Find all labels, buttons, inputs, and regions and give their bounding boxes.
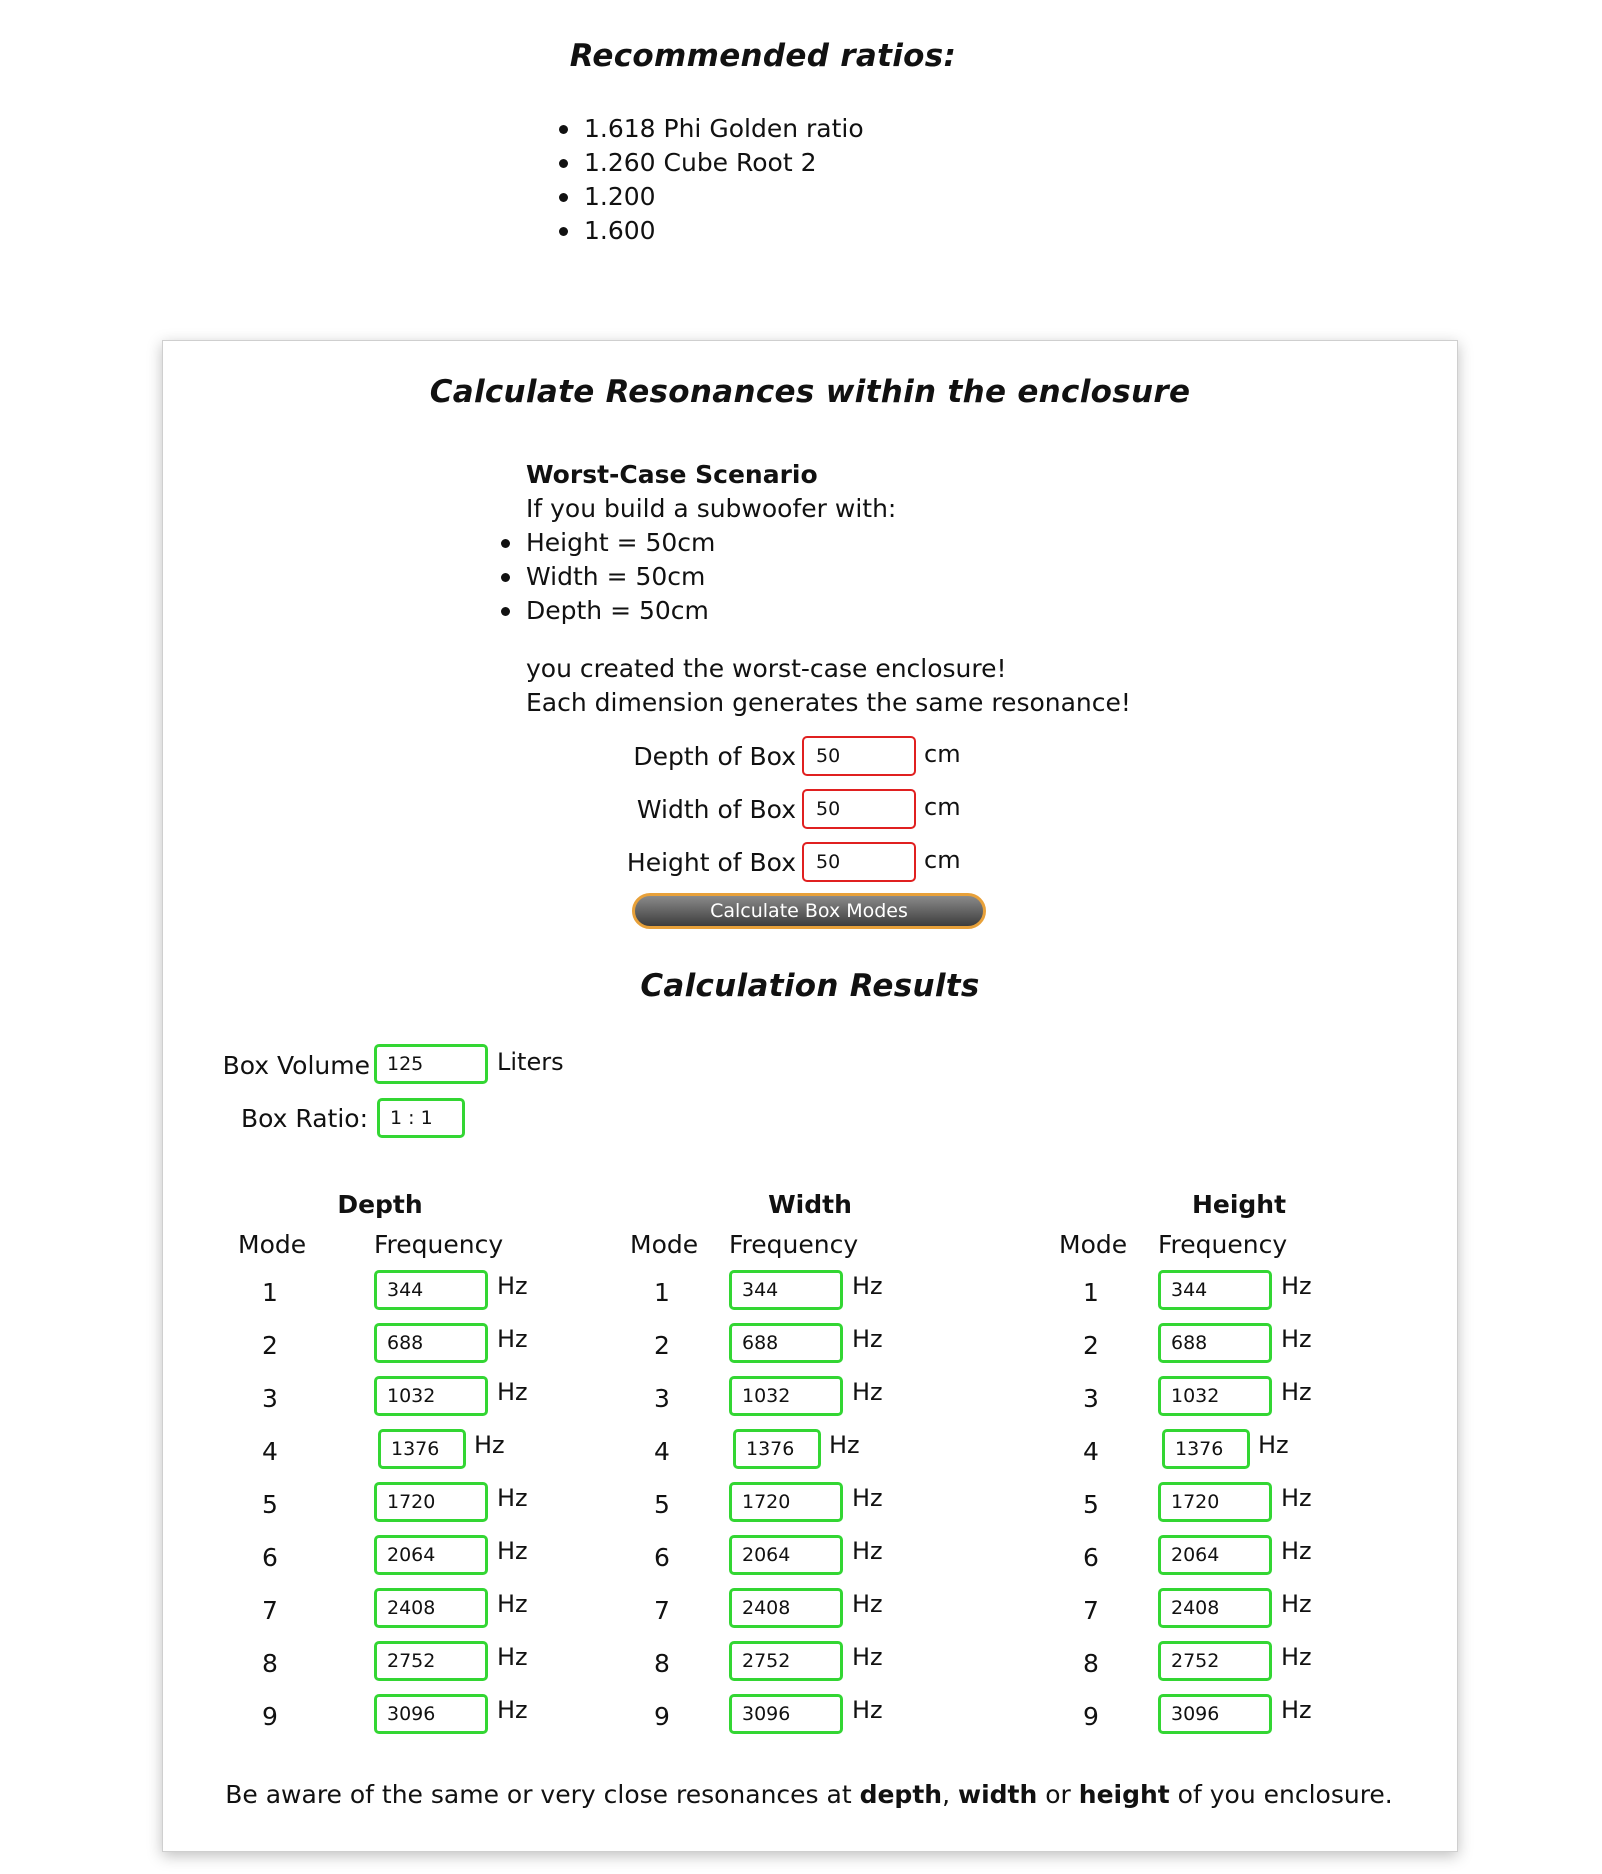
box-volume-field[interactable] bbox=[374, 1044, 488, 1084]
mode-number: 7 bbox=[654, 1596, 670, 1625]
mode-number: 9 bbox=[1083, 1702, 1099, 1731]
height-mode-frequency-field[interactable] bbox=[1158, 1270, 1272, 1310]
width-mode-frequency-field[interactable] bbox=[729, 1482, 843, 1522]
recommended-ratios-title: Recommended ratios: bbox=[569, 38, 957, 74]
mode-number: 7 bbox=[262, 1596, 278, 1625]
width-input[interactable] bbox=[802, 789, 916, 829]
width-mode-frequency-field[interactable] bbox=[729, 1376, 843, 1416]
height-mode-frequency-field[interactable] bbox=[1158, 1588, 1272, 1628]
list-item: 1.260 Cube Root 2 bbox=[584, 146, 864, 180]
list-item: 1.600 bbox=[584, 214, 864, 248]
height-input[interactable] bbox=[802, 842, 916, 882]
width-mode-frequency-field[interactable] bbox=[729, 1535, 843, 1575]
depth-input[interactable] bbox=[802, 736, 916, 776]
depth-mode-frequency-field[interactable] bbox=[374, 1270, 488, 1310]
depth-column-header: Depth bbox=[337, 1190, 423, 1219]
width-mode-frequency-field[interactable] bbox=[729, 1641, 843, 1681]
mode-header: Mode bbox=[238, 1230, 307, 1259]
hz-unit: Hz bbox=[1281, 1643, 1312, 1671]
depth-mode-frequency-field[interactable] bbox=[374, 1535, 488, 1575]
bottom-note bbox=[162, 1780, 1456, 1809]
footer-text: , bbox=[942, 1780, 958, 1809]
frequency-header: Frequency bbox=[729, 1230, 859, 1259]
footer-text: of you enclosure. bbox=[1169, 1780, 1393, 1809]
height-mode-frequency-field[interactable] bbox=[1158, 1376, 1272, 1416]
mode-number: 9 bbox=[654, 1702, 670, 1731]
width-label: Width of Box bbox=[636, 795, 796, 824]
mode-number: 2 bbox=[654, 1331, 670, 1360]
list-item: Height = 50cm bbox=[526, 526, 715, 560]
height-mode-frequency-field[interactable] bbox=[1158, 1323, 1272, 1363]
mode-number: 7 bbox=[1083, 1596, 1099, 1625]
hz-unit: Hz bbox=[852, 1325, 883, 1353]
box-volume-label: Box Volume bbox=[222, 1051, 370, 1080]
hz-unit: Hz bbox=[1258, 1431, 1289, 1459]
mode-number: 3 bbox=[262, 1384, 278, 1413]
width-mode-frequency-field[interactable] bbox=[729, 1694, 843, 1734]
hz-unit: Hz bbox=[852, 1484, 883, 1512]
hz-unit: Hz bbox=[1281, 1537, 1312, 1565]
box-ratio-label: Box Ratio: bbox=[240, 1104, 368, 1133]
mode-number: 1 bbox=[262, 1278, 278, 1307]
hz-unit: Hz bbox=[497, 1696, 528, 1724]
height-mode-frequency-field[interactable] bbox=[1158, 1694, 1272, 1734]
hz-unit: Hz bbox=[1281, 1696, 1312, 1724]
hz-unit: Hz bbox=[852, 1590, 883, 1618]
hz-unit: Hz bbox=[852, 1696, 883, 1724]
hz-unit: Hz bbox=[1281, 1484, 1312, 1512]
depth-mode-frequency-field[interactable] bbox=[374, 1641, 488, 1681]
width-mode-frequency-field[interactable] bbox=[729, 1270, 843, 1310]
ratio-list bbox=[584, 112, 864, 248]
depth-mode-frequency-field[interactable] bbox=[378, 1429, 466, 1469]
hz-unit: Hz bbox=[1281, 1378, 1312, 1406]
mode-number: 1 bbox=[1083, 1278, 1099, 1307]
mode-number: 3 bbox=[1083, 1384, 1099, 1413]
height-mode-frequency-field[interactable] bbox=[1158, 1535, 1272, 1575]
width-mode-frequency-field[interactable] bbox=[729, 1323, 843, 1363]
mode-number: 5 bbox=[1083, 1490, 1099, 1519]
frequency-header: Frequency bbox=[374, 1230, 504, 1259]
mode-number: 4 bbox=[262, 1437, 278, 1466]
mode-number: 3 bbox=[654, 1384, 670, 1413]
height-column-header: Height bbox=[1191, 1190, 1287, 1219]
mode-number: 4 bbox=[1083, 1437, 1099, 1466]
hz-unit: Hz bbox=[497, 1537, 528, 1565]
depth-mode-frequency-field[interactable] bbox=[374, 1323, 488, 1363]
depth-unit: cm bbox=[924, 740, 961, 768]
mode-number: 6 bbox=[262, 1543, 278, 1572]
mode-number: 4 bbox=[654, 1437, 670, 1466]
mode-header: Mode bbox=[1059, 1230, 1128, 1259]
footer-text: or bbox=[1037, 1780, 1079, 1809]
mode-number: 6 bbox=[1083, 1543, 1099, 1572]
hz-unit: Hz bbox=[1281, 1590, 1312, 1618]
worst-case-heading: Worst-Case Scenario bbox=[526, 460, 818, 489]
list-item: Depth = 50cm bbox=[526, 594, 715, 628]
hz-unit: Hz bbox=[497, 1643, 528, 1671]
hz-unit: Hz bbox=[497, 1484, 528, 1512]
hz-unit: Hz bbox=[1281, 1325, 1312, 1353]
box-ratio-field[interactable] bbox=[377, 1098, 465, 1138]
hz-unit: Hz bbox=[852, 1272, 883, 1300]
hz-unit: Hz bbox=[497, 1325, 528, 1353]
box-volume-unit: Liters bbox=[497, 1048, 564, 1076]
mode-number: 9 bbox=[262, 1702, 278, 1731]
mode-number: 5 bbox=[262, 1490, 278, 1519]
width-mode-frequency-field[interactable] bbox=[733, 1429, 821, 1469]
footer-width: width bbox=[957, 1780, 1038, 1809]
calculator-title: Calculate Resonances within the enclosure bbox=[429, 374, 1191, 410]
mode-header: Mode bbox=[630, 1230, 699, 1259]
height-mode-frequency-field[interactable] bbox=[1158, 1482, 1272, 1522]
mode-number: 8 bbox=[654, 1649, 670, 1678]
calculate-box-modes-button[interactable]: Calculate Box Modes bbox=[632, 893, 986, 929]
height-mode-frequency-field[interactable] bbox=[1162, 1429, 1250, 1469]
hz-unit: Hz bbox=[852, 1378, 883, 1406]
width-column-header: Width bbox=[768, 1190, 852, 1219]
worst-case-note: you created the worst-case enclosure! bbox=[526, 654, 1007, 683]
mode-number: 8 bbox=[262, 1649, 278, 1678]
list-item: Width = 50cm bbox=[526, 560, 715, 594]
hz-unit: Hz bbox=[497, 1590, 528, 1618]
width-unit: cm bbox=[924, 793, 961, 821]
mode-number: 8 bbox=[1083, 1649, 1099, 1678]
hz-unit: Hz bbox=[474, 1431, 505, 1459]
dimension-list bbox=[526, 526, 715, 628]
list-item: 1.200 bbox=[584, 180, 864, 214]
mode-number: 1 bbox=[654, 1278, 670, 1307]
mode-number: 2 bbox=[1083, 1331, 1099, 1360]
height-unit: cm bbox=[924, 846, 961, 874]
mode-number: 2 bbox=[262, 1331, 278, 1360]
footer-height: height bbox=[1078, 1780, 1170, 1809]
hz-unit: Hz bbox=[829, 1431, 860, 1459]
hz-unit: Hz bbox=[852, 1643, 883, 1671]
depth-mode-frequency-field[interactable] bbox=[374, 1376, 488, 1416]
width-mode-frequency-field[interactable] bbox=[729, 1588, 843, 1628]
footer-text: Be aware of the same or very close resonances at bbox=[225, 1780, 860, 1809]
frequency-header: Frequency bbox=[1158, 1230, 1288, 1259]
depth-mode-frequency-field[interactable] bbox=[374, 1694, 488, 1734]
height-label: Height of Box bbox=[626, 848, 796, 877]
hz-unit: Hz bbox=[852, 1537, 883, 1565]
list-item: 1.618 Phi Golden ratio bbox=[584, 112, 864, 146]
worst-case-note: Each dimension generates the same resonance! bbox=[526, 688, 1131, 717]
height-mode-frequency-field[interactable] bbox=[1158, 1641, 1272, 1681]
hz-unit: Hz bbox=[497, 1272, 528, 1300]
hz-unit: Hz bbox=[497, 1378, 528, 1406]
depth-label: Depth of Box bbox=[633, 742, 796, 771]
hz-unit: Hz bbox=[1281, 1272, 1312, 1300]
worst-case-intro: If you build a subwoofer with: bbox=[526, 494, 897, 523]
results-title: Calculation Results bbox=[640, 968, 980, 1004]
depth-mode-frequency-field[interactable] bbox=[374, 1482, 488, 1522]
mode-number: 5 bbox=[654, 1490, 670, 1519]
footer-depth: depth bbox=[859, 1780, 943, 1809]
mode-number: 6 bbox=[654, 1543, 670, 1572]
depth-mode-frequency-field[interactable] bbox=[374, 1588, 488, 1628]
